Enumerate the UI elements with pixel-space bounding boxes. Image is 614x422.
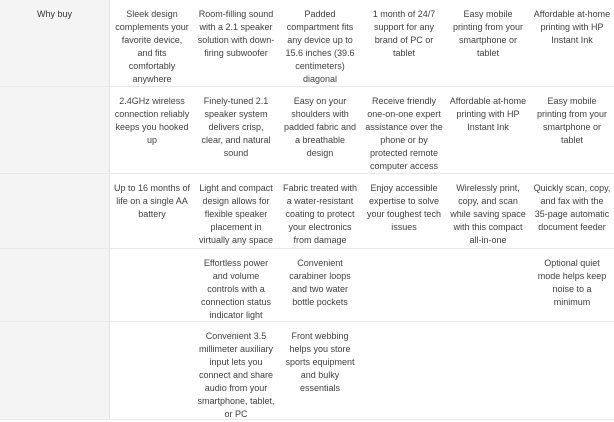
row-header-blank: [0, 174, 110, 248]
comparison-cell: Padded compartment fits any device up to 15.6 inches (39.6 centimeters) diagonal: [285, 9, 355, 84]
comparison-cell: Up to 16 months of life on a single AA battery: [113, 183, 191, 219]
comparison-cell: Fabric treated with a water-resistant coating to protect your electronics from damage: [282, 183, 358, 245]
comparison-cell: [362, 322, 446, 419]
comparison-cell: [446, 249, 530, 321]
row-header-blank: [0, 322, 110, 419]
table-row: [0, 322, 614, 420]
comparison-cell: Light and compact design allows for flexible speaker placement in virtually any space: [198, 183, 274, 245]
table-row: [0, 87, 614, 174]
table-row: [0, 249, 614, 322]
comparison-cell: Finely-tuned 2.1 speaker system delivers crisp, clear, and natural sound: [201, 96, 271, 158]
comparison-cell: Wirelessly print, copy, and scan while saving space with this compact all-in-one: [450, 183, 526, 245]
table-row: [0, 174, 614, 249]
comparison-cell: Affordable at-home printing with HP Instant Ink: [533, 9, 611, 45]
comparison-cell: [362, 249, 446, 321]
comparison-cell: Convenient carabiner loops and two water bottle pockets: [289, 258, 351, 307]
comparison-cell: [110, 249, 194, 321]
comparison-cell: [530, 322, 614, 419]
comparison-cell: Receive friendly one-on-one expert assistance over the phone or by protected remote computer access: [365, 96, 443, 171]
comparison-cell: Easy on your shoulders with padded fabric and a breathable design: [283, 96, 357, 158]
comparison-cell: Easy mobile printing from your smartphone or tablet: [536, 96, 608, 145]
comparison-cell: 1 month of 24/7 support for any brand of PC or tablet: [372, 9, 436, 58]
comparison-cell: Quickly scan, copy, and fax with the 35-page automatic document feeder: [533, 183, 611, 232]
comparison-cell: Front webbing helps you store sports equipment and bulky essentials: [285, 331, 355, 393]
row-header-why-buy: Why buy: [0, 0, 110, 86]
comparison-cell: Easy mobile printing from your smartphone or tablet: [452, 9, 524, 58]
comparison-cell: Room-filling sound with a 2.1 speaker solution with down-firing subwoofer: [197, 9, 275, 58]
comparison-cell: [446, 322, 530, 419]
comparison-cell: Sleek design complements your favorite device, and fits comfortably anywhere: [115, 9, 189, 84]
comparison-cell: Convenient 3.5 millimeter auxiliary input lets you connect and share audio from your smartphone, tablet, or PC: [197, 331, 275, 419]
comparison-cell: Optional quiet mode helps keep noise to a minimum: [537, 258, 607, 307]
row-header-blank: [0, 249, 110, 321]
comparison-cell: Effortless power and volume controls with a connection status indicator light: [200, 258, 272, 320]
table-row: [0, 0, 614, 87]
comparison-cell: 2.4GHz wireless connection reliably keeps you hooked up: [114, 96, 190, 145]
comparison-cell: Affordable at-home printing with HP Instant Ink: [449, 96, 527, 132]
row-header-blank: [0, 87, 110, 173]
comparison-cell: [110, 322, 194, 419]
comparison-cell: Enjoy accessible expertise to solve your toughest tech issues: [366, 183, 442, 232]
